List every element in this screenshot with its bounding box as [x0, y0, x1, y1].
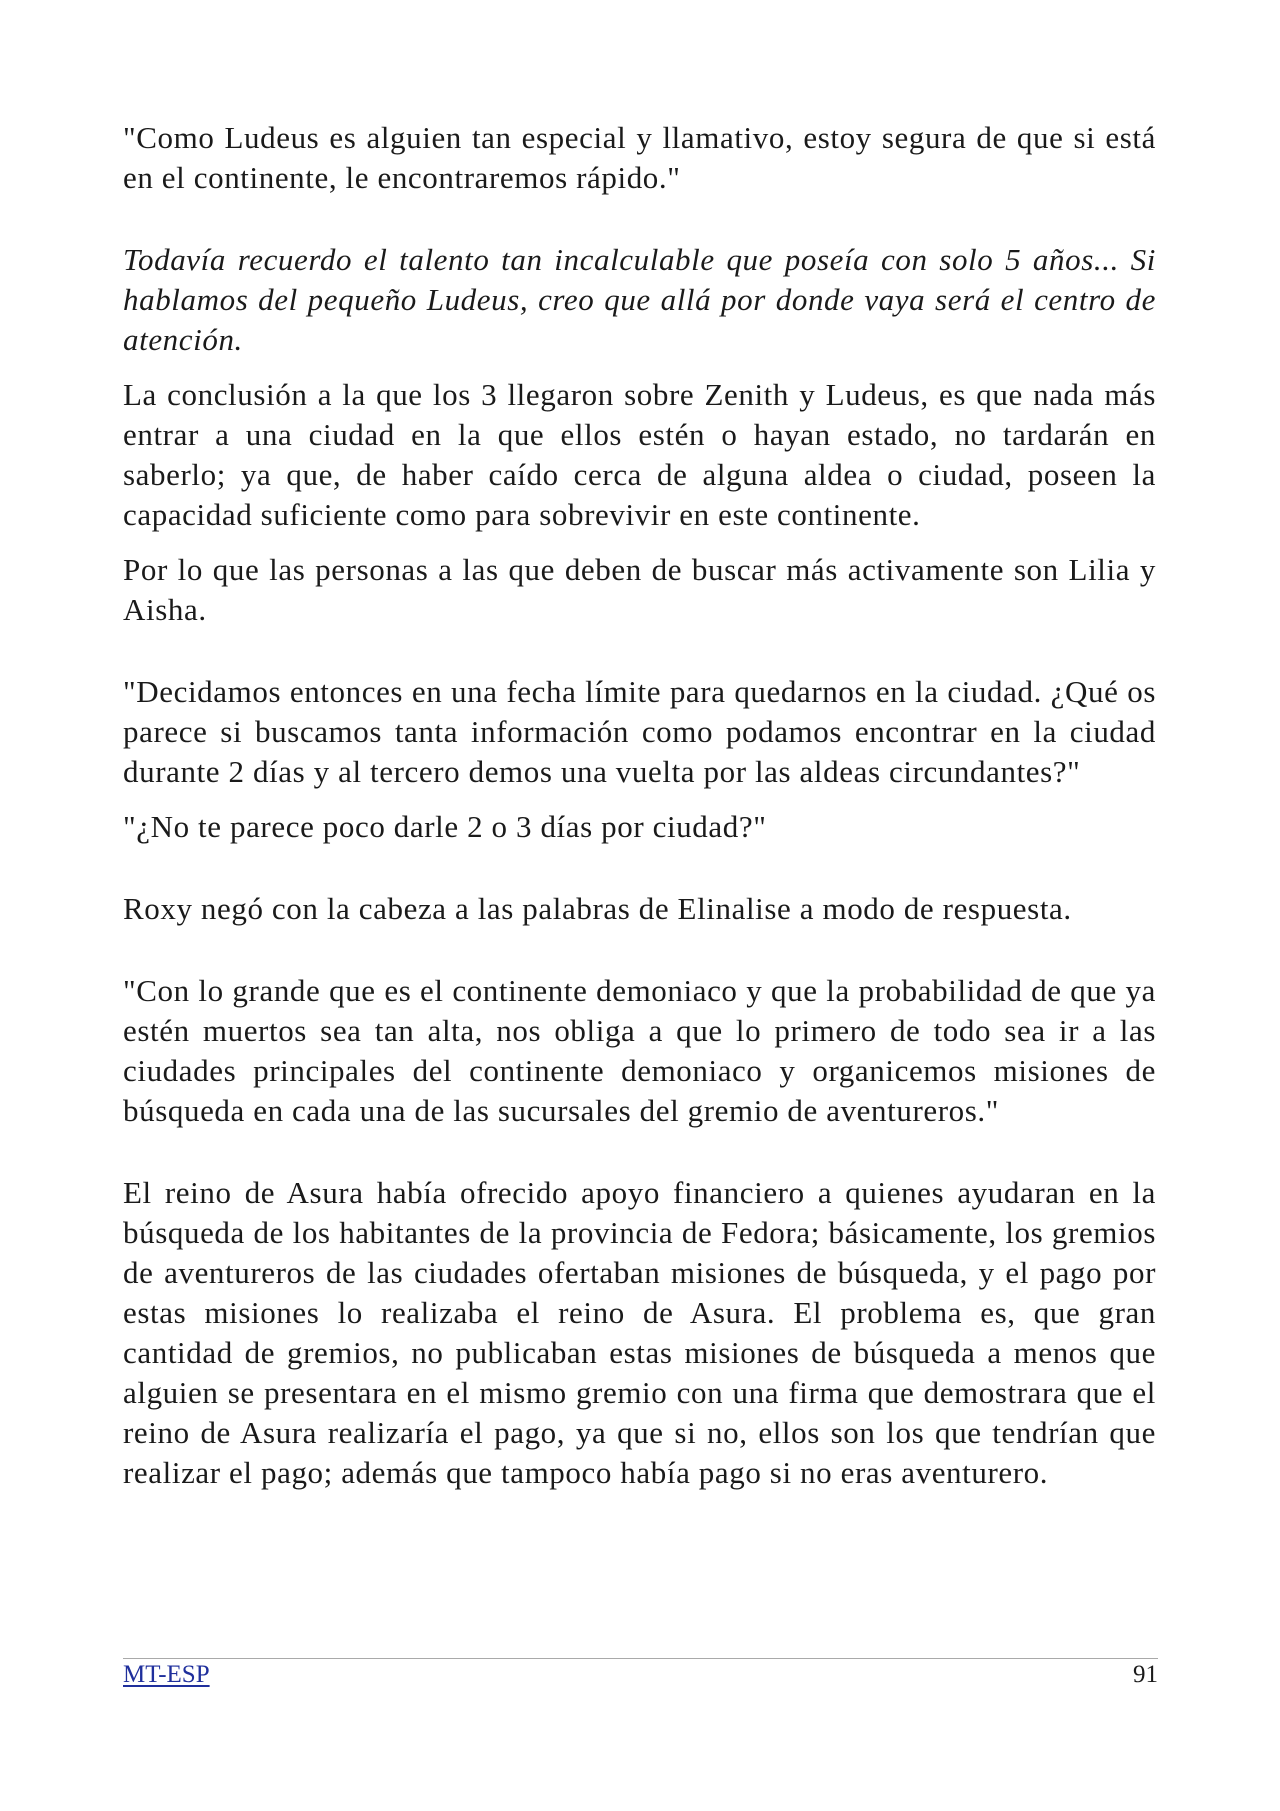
page-number: 91 — [1133, 1661, 1158, 1688]
paragraph-narration: Por lo que las personas a las que deben de buscar más activamente son Lilia y Aisha. — [123, 552, 1156, 627]
page-body — [123, 118, 1156, 1493]
paragraph-dialogue: "Como Ludeus es alguien tan especial y llamativo, estoy segura de que si está en el continente, le encontraremos rápido." — [123, 120, 1156, 195]
paragraph-dialogue: "Decidamos entonces en una fecha límite para quedarnos en la ciudad. ¿Qué os parece si buscamos tanta información como podamos encontrar en la ciudad durante 2 días y al tercero demos una vuelta por las aldeas circundantes?" — [123, 674, 1156, 789]
paragraph-dialogue: "Con lo grande que es el continente demoniaco y que la probabilidad de que ya estén muertos sea tan alta, nos obliga a que lo primero de todo sea ir a las ciudades principales del continente demoniaco y organicemos misiones de búsqueda en cada una de las sucursales del gremio de aventureros." — [123, 973, 1156, 1128]
paragraph-dialogue: "¿No te parece poco darle 2 o 3 días por ciudad?" — [123, 809, 767, 844]
paragraph-inner-thought: Todavía recuerdo el talento tan incalculable que poseía con solo 5 años... Si hablamos del pequeño Ludeus, creo que allá por donde vaya será el centro de atención. — [123, 242, 1156, 357]
paragraph-narration: La conclusión a la que los 3 llegaron sobre Zenith y Ludeus, es que nada más entrar a una ciudad en la que ellos estén o hayan estado, no tardarán en saberlo; ya que, de haber caído cerca de alguna aldea o ciudad, poseen la capacidad suficiente como para sobrevivir en este continente. — [123, 377, 1156, 532]
page-footer — [123, 1660, 1158, 1694]
paragraph-narration: Roxy negó con la cabeza a las palabras de Elinalise a modo de respuesta. — [123, 891, 1072, 926]
paragraph-narration: El reino de Asura había ofrecido apoyo financiero a quienes ayudaran en la búsqueda de los habitantes de la provincia de Fedora; básicamente, los gremios de aventureros de las ciudades ofertaban misiones de búsqueda, y el pago por estas misiones lo realizaba el reino de Asura. El problema es, que gran cantidad de gremios, no publicaban estas misiones de búsqueda a menos que alguien se presentara en el mismo gremio con una firma que demostrara que el reino de Asura realizaría el pago, ya que si no, ellos son los que tendrían que realizar el pago; además que tampoco había pago si no eras aventurero. — [123, 1175, 1156, 1490]
footer-divider — [123, 1658, 1158, 1659]
footer-brand-link[interactable]: MT-ESP — [123, 1661, 210, 1688]
